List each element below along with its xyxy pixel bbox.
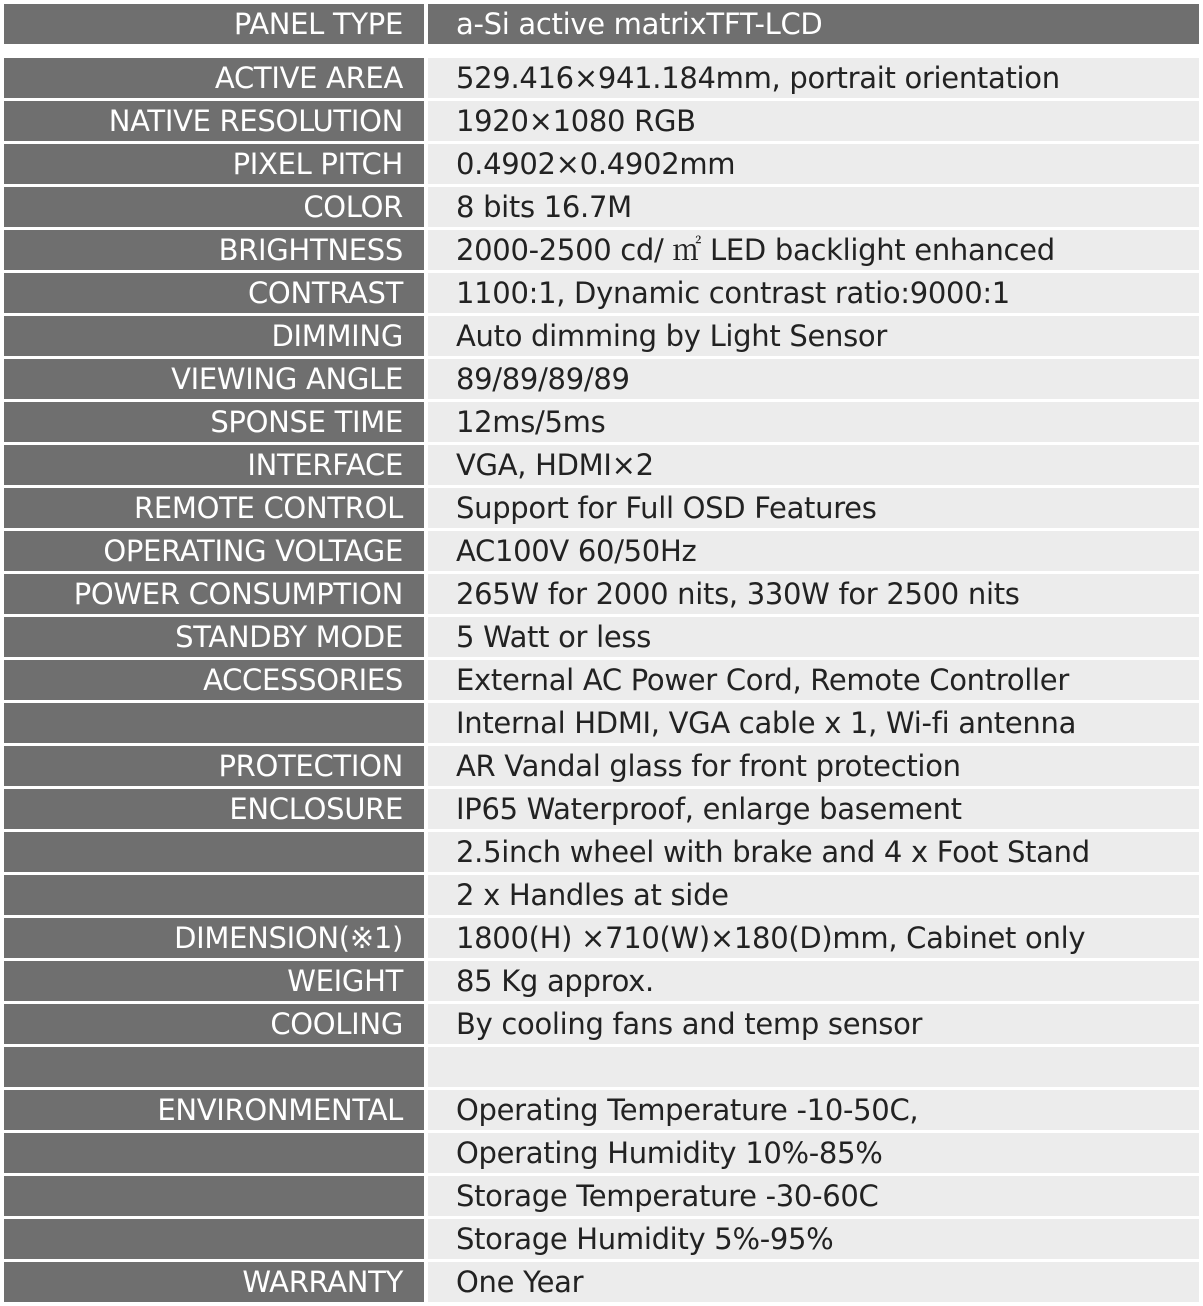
spec-label xyxy=(4,1047,424,1087)
spec-label: ACCESSORIES xyxy=(4,660,424,700)
spec-value: a-Si active matrixTFT-LCD xyxy=(428,4,1199,44)
spec-value: 1100:1, Dynamic contrast ratio:9000:1 xyxy=(428,273,1199,313)
spec-value: By cooling fans and temp sensor xyxy=(428,1004,1199,1044)
table-row xyxy=(4,1047,1199,1087)
spec-label: POWER CONSUMPTION xyxy=(4,574,424,614)
spec-value: 89/89/89/89 xyxy=(428,359,1199,399)
spec-label: COLOR xyxy=(4,187,424,227)
spec-value: 0.4902×0.4902mm xyxy=(428,144,1199,184)
spec-label: PROTECTION xyxy=(4,746,424,786)
spec-label xyxy=(4,1219,424,1259)
spec-value: Internal HDMI, VGA cable x 1, Wi-fi antenna xyxy=(428,703,1199,743)
table-row xyxy=(4,1176,1199,1216)
spec-value: 2 x Handles at side xyxy=(428,875,1199,915)
spec-value: AC100V 60/50Hz xyxy=(428,531,1199,571)
spec-label: WEIGHT xyxy=(4,961,424,1001)
spec-value: 85 Kg approx. xyxy=(428,961,1199,1001)
spec-value xyxy=(428,1047,1199,1087)
spec-value: 8 bits 16.7M xyxy=(428,187,1199,227)
spec-value: 2000-2500 cd/ ㎡ LED backlight enhanced xyxy=(428,230,1199,270)
spec-label: REMOTE CONTROL xyxy=(4,488,424,528)
spec-label xyxy=(4,703,424,743)
table-row xyxy=(4,1004,1199,1044)
spec-label xyxy=(4,832,424,872)
table-row xyxy=(4,402,1199,442)
spec-label: SPONSE TIME xyxy=(4,402,424,442)
table-row xyxy=(4,187,1199,227)
spec-value: AR Vandal glass for front protection xyxy=(428,746,1199,786)
spec-value: Storage Temperature -30-60C xyxy=(428,1176,1199,1216)
table-row xyxy=(4,273,1199,313)
table-row xyxy=(4,617,1199,657)
spec-label: OPERATING VOLTAGE xyxy=(4,531,424,571)
table-row xyxy=(4,101,1199,141)
spec-value: 1920×1080 RGB xyxy=(428,101,1199,141)
spec-value: 1800(H) ×710(W)×180(D)mm, Cabinet only xyxy=(428,918,1199,958)
spec-label: NATIVE RESOLUTION xyxy=(4,101,424,141)
spec-label xyxy=(4,875,424,915)
spec-label xyxy=(4,1133,424,1173)
table-row xyxy=(4,1133,1199,1173)
table-row xyxy=(4,918,1199,958)
table-row xyxy=(4,488,1199,528)
spec-value: Operating Humidity 10%-85% xyxy=(428,1133,1199,1173)
spec-value: 265W for 2000 nits, 330W for 2500 nits xyxy=(428,574,1199,614)
spec-value: VGA, HDMI×2 xyxy=(428,445,1199,485)
spec-label: WARRANTY xyxy=(4,1262,424,1302)
spec-label: PIXEL PITCH xyxy=(4,144,424,184)
spec-value: Auto dimming by Light Sensor xyxy=(428,316,1199,356)
table-row xyxy=(4,1262,1199,1302)
table-row xyxy=(4,445,1199,485)
spec-label: DIMMING xyxy=(4,316,424,356)
table-row xyxy=(4,359,1199,399)
table-row xyxy=(4,961,1199,1001)
table-row xyxy=(4,789,1199,829)
spec-value: 529.416×941.184mm, portrait orientation xyxy=(428,58,1199,98)
spec-value: 5 Watt or less xyxy=(428,617,1199,657)
spec-label: PANEL TYPE xyxy=(4,4,424,44)
spec-label: CONTRAST xyxy=(4,273,424,313)
spec-value: Support for Full OSD Features xyxy=(428,488,1199,528)
spec-value: 2.5inch wheel with brake and 4 x Foot Stand xyxy=(428,832,1199,872)
table-row xyxy=(4,832,1199,872)
spec-label: ACTIVE AREA xyxy=(4,58,424,98)
table-row xyxy=(4,1219,1199,1259)
table-row xyxy=(4,746,1199,786)
spec-value: 12ms/5ms xyxy=(428,402,1199,442)
table-row xyxy=(4,875,1199,915)
table-row xyxy=(4,660,1199,700)
table-row xyxy=(4,316,1199,356)
spec-value: One Year xyxy=(428,1262,1199,1302)
spec-label: STANDBY MODE xyxy=(4,617,424,657)
spec-label: ENVIRONMENTAL xyxy=(4,1090,424,1130)
spec-value: Storage Humidity 5%-95% xyxy=(428,1219,1199,1259)
table-row xyxy=(4,58,1199,98)
spec-label xyxy=(4,1176,424,1216)
spec-value: IP65 Waterproof, enlarge basement xyxy=(428,789,1199,829)
table-row xyxy=(4,144,1199,184)
spec-label: VIEWING ANGLE xyxy=(4,359,424,399)
spec-label: DIMENSION(※1) xyxy=(4,918,424,958)
spec-label: INTERFACE xyxy=(4,445,424,485)
spec-label: COOLING xyxy=(4,1004,424,1044)
table-row xyxy=(4,531,1199,571)
table-row xyxy=(4,703,1199,743)
table-row xyxy=(4,1090,1199,1130)
spec-label: ENCLOSURE xyxy=(4,789,424,829)
spec-value: External AC Power Cord, Remote Controller xyxy=(428,660,1199,700)
spec-table xyxy=(4,58,1199,1302)
spec-header-row xyxy=(4,4,1199,44)
spec-value: Operating Temperature -10-50C, xyxy=(428,1090,1199,1130)
spec-label: BRIGHTNESS xyxy=(4,230,424,270)
table-row xyxy=(4,230,1199,270)
table-row xyxy=(4,574,1199,614)
